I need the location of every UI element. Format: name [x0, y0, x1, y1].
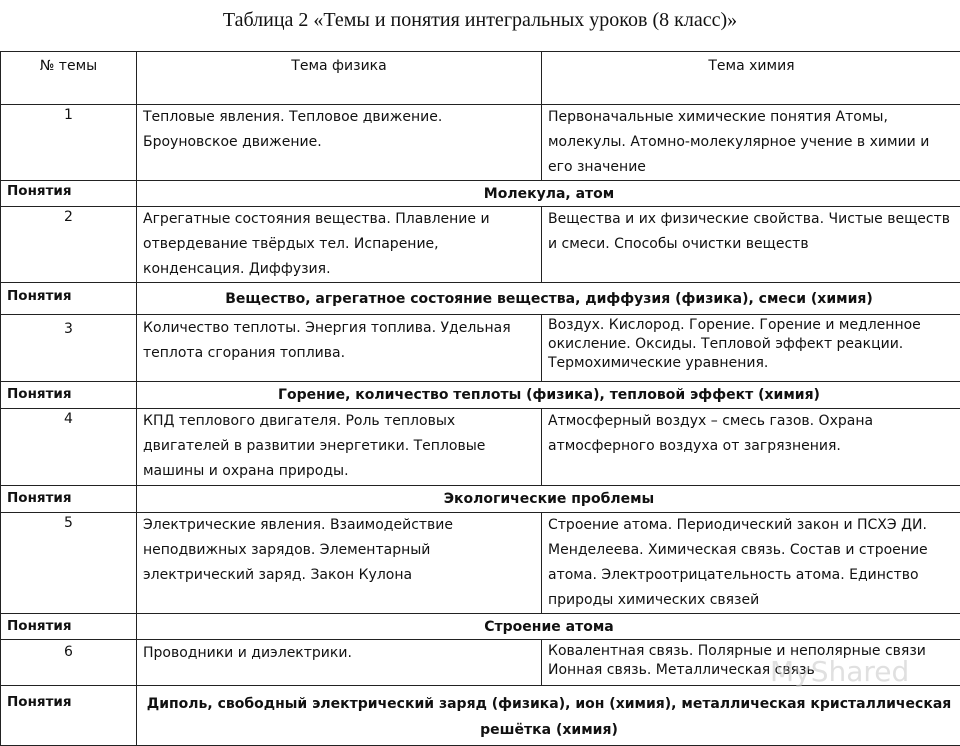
- physics-topic: Агрегатные состояния вещества. Плавление и отвердевание твёрдых тел. Испарение, конденсация. Диффузия.: [137, 207, 542, 283]
- concepts-label: Понятия: [1, 686, 137, 746]
- table-row: [1, 105, 960, 181]
- topic-num: 3: [1, 315, 137, 382]
- physics-topic: Количество теплоты. Энергия топлива. Удельная теплота сгорания топлива.: [137, 315, 542, 382]
- table-row: [1, 409, 960, 486]
- table-row: [1, 640, 960, 686]
- topic-num: 2: [1, 207, 137, 283]
- table-title: Таблица 2 «Темы и понятия интегральных уроков (8 класс)»: [0, 9, 960, 32]
- chemistry-topic: Ковалентная связь. Полярные и неполярные связи Ионная связь. Металлическая связь: [542, 640, 960, 686]
- concepts-label: Понятия: [1, 181, 137, 207]
- table-row: [1, 207, 960, 283]
- concepts-row: [1, 686, 960, 746]
- topic-num: 5: [1, 513, 137, 614]
- concepts-row: [1, 614, 960, 640]
- concepts-row: [1, 382, 960, 409]
- table-row: [1, 315, 960, 382]
- topic-num: 4: [1, 409, 137, 486]
- chemistry-topic: Вещества и их физические свойства. Чистые веществ и смеси. Способы очистки веществ: [542, 207, 960, 283]
- watermark: MyShared: [770, 655, 909, 688]
- concepts-text: Вещество, агрегатное состояние вещества, диффузия (физика), смеси (химия): [137, 283, 960, 315]
- concepts-row: [1, 181, 960, 207]
- concepts-label: Понятия: [1, 614, 137, 640]
- physics-topic: Тепловые явления. Тепловое движение. Броуновское движение.: [137, 105, 542, 181]
- concepts-text: Молекула, атом: [137, 181, 960, 207]
- chemistry-topic: Атмосферный воздух – смесь газов. Охрана атмосферного воздуха от загрязнения.: [542, 409, 960, 486]
- concepts-text: Горение, количество теплоты (физика), тепловой эффект (химия): [137, 382, 960, 409]
- concepts-text: Строение атома: [137, 614, 960, 640]
- topic-num: 6: [1, 640, 137, 686]
- physics-topic: Электрические явления. Взаимодействие неподвижных зарядов. Элементарный электрический заряд. Закон Кулона: [137, 513, 542, 614]
- header-physics: Тема физика: [137, 52, 542, 105]
- physics-topic: Проводники и диэлектрики.: [137, 640, 542, 686]
- chemistry-topic: Строение атома. Периодический закон и ПСХЭ ДИ. Менделеева. Химическая связь. Состав и строение атома. Электроотрицательность атома. Единство природы химических связей: [542, 513, 960, 614]
- concepts-label: Понятия: [1, 283, 137, 315]
- topic-num: 1: [1, 105, 137, 181]
- header-num: № темы: [1, 52, 137, 105]
- physics-topic: КПД теплового двигателя. Роль тепловых двигателей в развитии энергетики. Тепловые машины и охрана природы.: [137, 409, 542, 486]
- concepts-label: Понятия: [1, 486, 137, 513]
- concepts-label: Понятия: [1, 382, 137, 409]
- concepts-text: Экологические проблемы: [137, 486, 960, 513]
- chemistry-topic: Воздух. Кислород. Горение. Горение и медленное окисление. Оксиды. Тепловой эффект реакции. Термохимические уравнения.: [542, 315, 960, 382]
- header-row: [1, 52, 960, 105]
- concepts-row: [1, 283, 960, 315]
- concepts-row: [1, 486, 960, 513]
- table-row: [1, 513, 960, 614]
- lessons-table: [0, 51, 960, 746]
- header-chemistry: Тема химия: [542, 52, 960, 105]
- concepts-text: Диполь, свободный электрический заряд (физика), ион (химия), металлическая кристаллическая решётка (химия): [137, 686, 960, 746]
- chemistry-topic: Первоначальные химические понятия Атомы, молекулы. Атомно-молекулярное учение в химии и его значение: [542, 105, 960, 181]
